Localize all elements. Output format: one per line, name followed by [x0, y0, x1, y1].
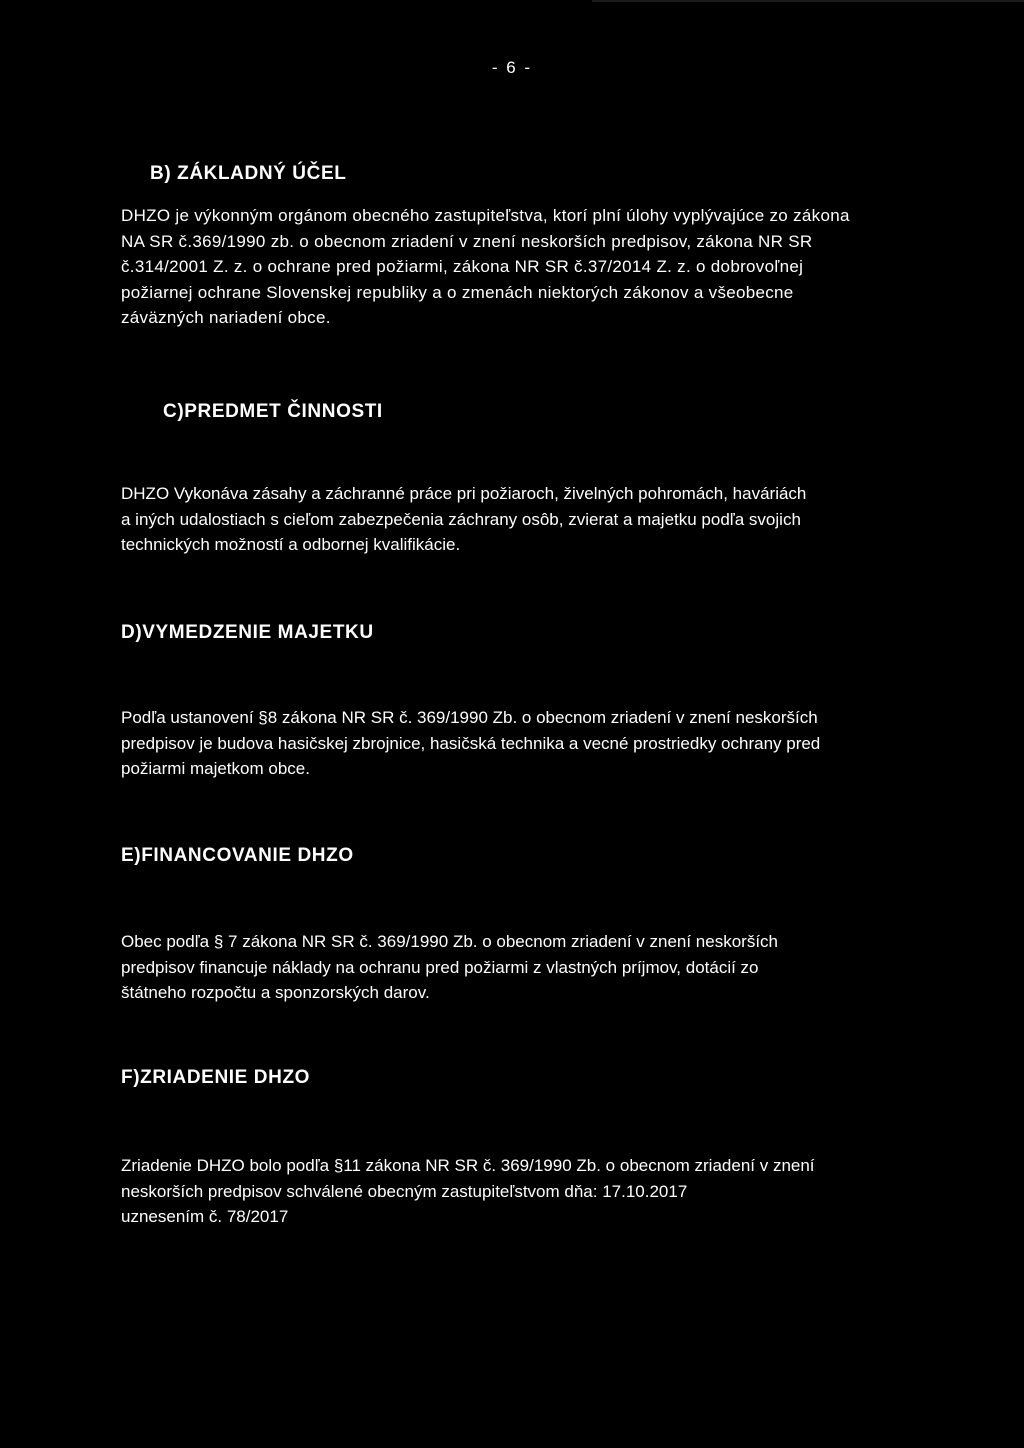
paragraph-line: požiarmi majetkom obce.: [121, 759, 310, 778]
paragraph-line: štátneho rozpočtu a sponzorských darov.: [121, 983, 430, 1002]
paragraph-line: DHZO je výkonným orgánom obecného zastupiteľstva, ktorí plní úlohy vyplývajúce zo zákona: [121, 206, 850, 225]
section-c-paragraph: [121, 481, 911, 558]
paragraph-line: predpisov financuje náklady na ochranu pred požiarmi z vlastných príjmov, dotácií zo: [121, 957, 759, 977]
paragraph-line: NA SR č.369/1990 zb. o obecnom zriadení v znení neskorších predpisov, zákona NR SR: [121, 231, 813, 251]
paragraph-line: neskorších predpisov schválené obecným zastupiteľstvom dňa: 17.10.2017: [121, 1181, 688, 1201]
paragraph-line: technických možností a odbornej kvalifikácie.: [121, 535, 461, 554]
paragraph-line: záväzných nariadení obce.: [121, 308, 331, 327]
paragraph-line: Obec podľa § 7 zákona NR SR č. 369/1990 Zb. o obecnom zriadení v znení neskorších: [121, 932, 778, 951]
paragraph-line: požiarnej ochrane Slovenskej republiky a o zmenách niektorých zákonov a všeobecne: [121, 282, 794, 302]
section-f-paragraph: [121, 1153, 911, 1230]
paragraph-line: uznesením č. 78/2017: [121, 1207, 289, 1226]
section-e-paragraph: [121, 929, 911, 1006]
section-d-paragraph: [121, 705, 911, 782]
scan-edge-rule: [592, 0, 1024, 2]
paragraph-line: Zriadenie DHZO bolo podľa §11 zákona NR SR č. 369/1990 Zb. o obecnom zriadení v znení: [121, 1156, 815, 1175]
section-f-heading: F)ZRIADENIE DHZO: [121, 1067, 311, 1088]
paragraph-line: č.314/2001 Z. z. o ochrane pred požiarmi, zákona NR SR č.37/2014 Z. z. o dobrovoľnej: [121, 257, 804, 276]
page-number: - 6 -: [491, 58, 533, 77]
paragraph-line: Podľa ustanovení §8 zákona NR SR č. 369/1990 Zb. o obecnom zriadení v znení neskorších: [121, 708, 818, 727]
section-b-paragraph: [121, 203, 911, 331]
section-b-heading: B) ZÁKLADNÝ ÚČEL: [150, 163, 347, 184]
section-e-heading: E)FINANCOVANIE DHZO: [121, 845, 354, 866]
paragraph-line: a iných udalostiach s cieľom zabezpečenia záchrany osôb, zvierat a majetku podľa svojich: [121, 509, 801, 529]
paragraph-line: DHZO Vykonáva zásahy a záchranné práce pri požiaroch, živelných pohromách, haváriách: [121, 484, 807, 503]
section-c-heading: C)PREDMET ČINNOSTI: [163, 401, 383, 422]
section-d-heading: D)VYMEDZENIE MAJETKU: [121, 622, 374, 643]
paragraph-line: predpisov je budova hasičskej zbrojnice, hasičská technika a vecné prostriedky ochrany pred: [121, 733, 821, 753]
